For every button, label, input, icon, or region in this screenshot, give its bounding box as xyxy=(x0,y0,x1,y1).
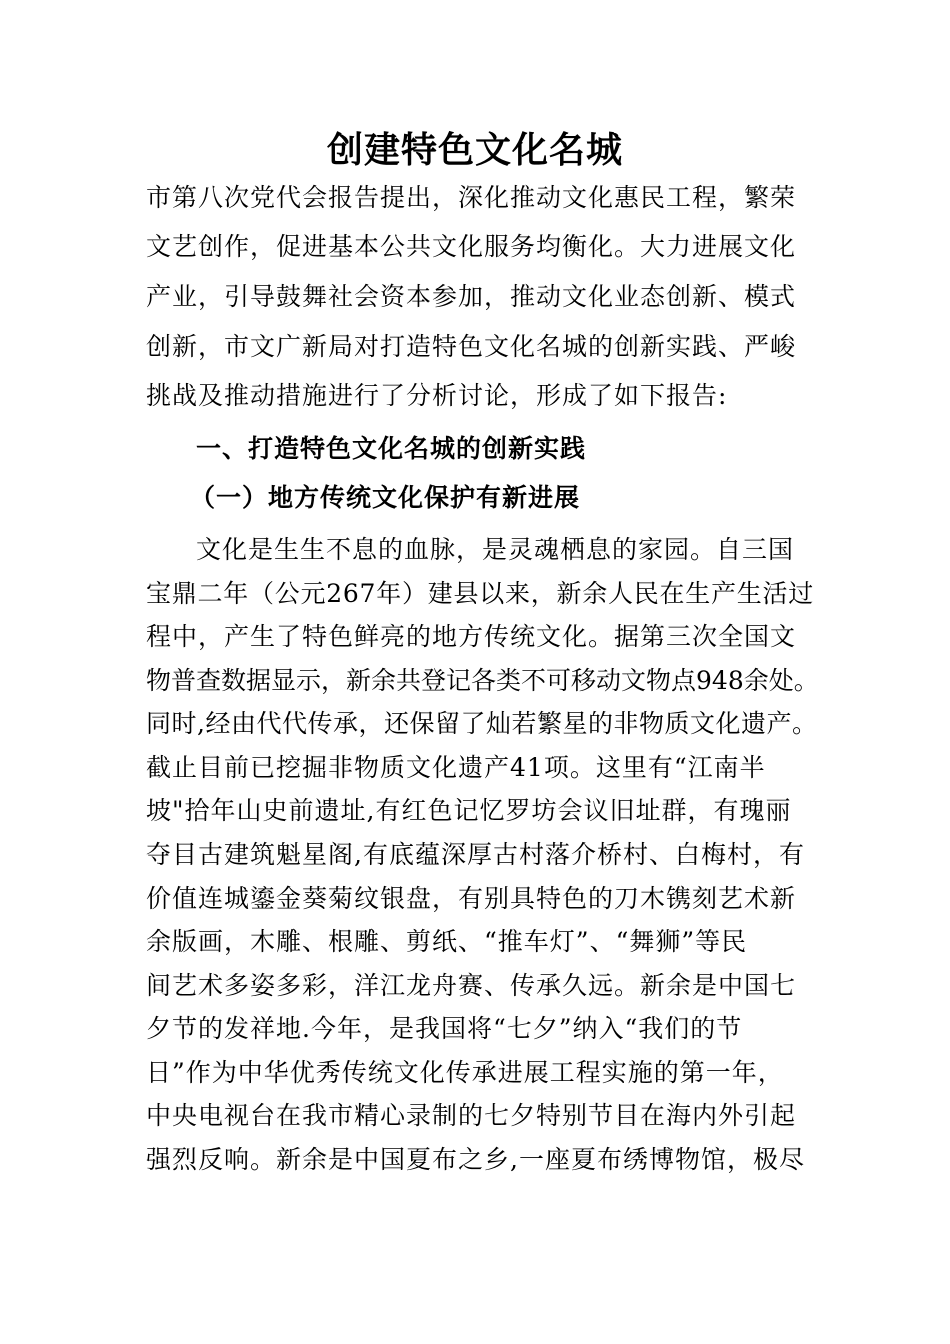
body-line-1: 文化是生生不息的血脉，是灵魂栖息的家园。自三国 xyxy=(196,535,795,564)
subsection-heading: （一）地方传统文化保护有新进展 xyxy=(190,483,581,512)
body-line-5: 同时,经由代代传承，还保留了灿若繁星的非物质文化遗产。 xyxy=(146,709,818,738)
body-line-7: 坡"拾年山史前遗址,有红色记忆罗坊会议旧址群，有瑰丽 xyxy=(146,796,792,825)
section-heading: 一、打造特色文化名城的创新实践 xyxy=(196,434,587,463)
body-line-15: 强烈反响。新余是中国夏布之乡,一座夏布绣博物馆，极尽 xyxy=(146,1145,805,1174)
intro-line-2: 文艺创作，促进基本公共文化服务均衡化。大力进展文化 xyxy=(146,232,797,261)
intro-line-3: 产业，引导鼓舞社会资本参加，推动文化业态创新、模式 xyxy=(146,282,797,311)
body-line-6: 截止目前已挖掘非物质文化遗产41项。这里有“江南半 xyxy=(146,753,766,782)
intro-line-5: 挑战及推动措施进行了分析讨论，形成了如下报告: xyxy=(146,381,728,410)
body-line-12: 夕节的发祥地.今年，是我国将“七夕”纳入“我们的节 xyxy=(146,1014,743,1043)
body-line-10: 余版画，木雕、根雕、剪纸、“推车灯”、“舞狮”等民 xyxy=(146,927,748,956)
body-line-2: 宝鼎二年（公元267年）建县以来，新余人民在生产生活过 xyxy=(146,579,814,608)
body-line-14: 中央电视台在我市精心录制的七夕特别节目在海内外引起 xyxy=(146,1101,797,1130)
document-title: 创建特色文化名城 xyxy=(326,129,623,171)
body-line-9: 价值连城鎏金葵菊纹银盘，有别具特色的刀木镌刻艺术新 xyxy=(146,884,797,913)
body-line-13: 日”作为中华优秀传统文化传承进展工程实施的第一年， xyxy=(146,1058,784,1087)
intro-line-4: 创新，市文广新局对打造特色文化名城的创新实践、严峻 xyxy=(146,332,797,361)
body-line-11: 间艺术多姿多彩，洋江龙舟赛、传承久远。新余是中国七 xyxy=(146,971,797,1000)
intro-line-1: 市第八次党代会报告提出，深化推动文化惠民工程，繁荣 xyxy=(146,183,797,212)
body-line-4: 物普查数据显示，新余共登记各类不可移动文物点948余处。 xyxy=(146,666,819,695)
body-line-3: 程中，产生了特色鲜亮的地方传统文化。据第三次全国文 xyxy=(146,622,797,651)
body-line-8: 夺目古建筑魁星阁,有底蕴深厚古村落介桥村、白梅村，有 xyxy=(146,840,805,869)
